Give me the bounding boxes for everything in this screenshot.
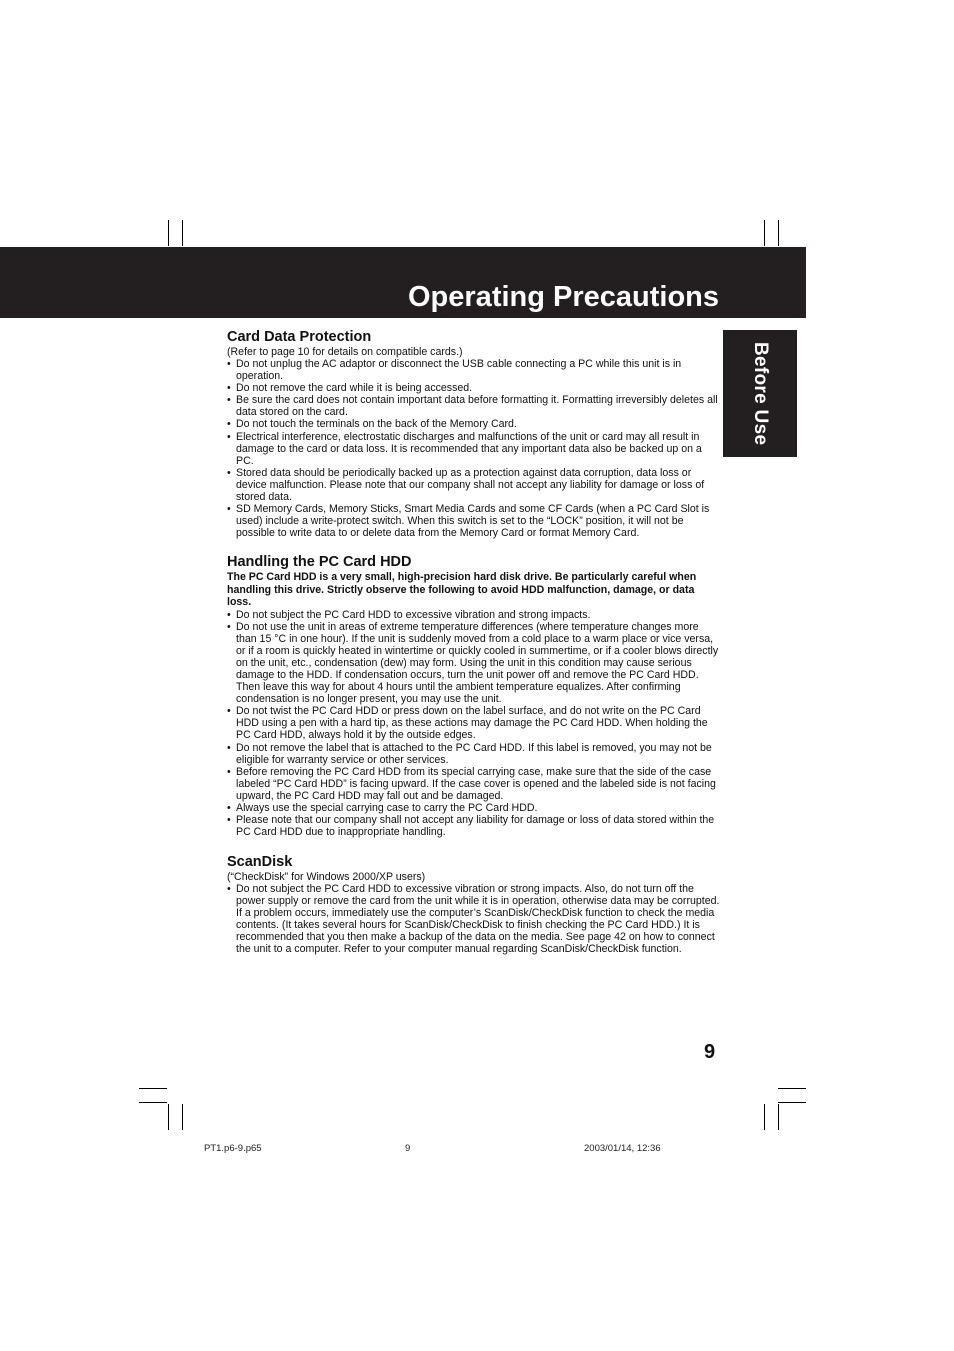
page-number: 9 xyxy=(704,1041,716,1063)
crop-mark xyxy=(139,1102,167,1103)
crop-mark xyxy=(182,220,183,246)
list-item: • Do not use the unit in areas of extreme temperature differences (where temperature changes more than 15 °C in one hour). If the unit is suddenly moved from a cold place to a warm place or vice versa, or if a room is quickly heated in wintertime or quickly cooled in summertime, or if a cooler blows directly on the unit, etc., condensation (dew) may form. Using the unit in this condition may cause serious damage to the HDD. If condensation occurs, turn the unit power off and remove the PC Card HDD. Then leave this way for about 4 hours until the ambient temperature equalizes. After confirming condensation is no longer present, you may use the unit. xyxy=(227,621,721,706)
list-item: • Do not touch the terminals on the back of the Memory Card. xyxy=(227,418,721,430)
list-item: • Do not unplug the AC adaptor or disconnect the USB cable connecting a PC while this unit is in operation. xyxy=(227,358,721,382)
section-note: (Refer to page 10 for details on compatible cards.) xyxy=(227,346,463,358)
list-item: • Always use the special carrying case to carry the PC Card HDD. xyxy=(227,802,721,814)
section-handling-pc-card-hdd xyxy=(227,553,721,838)
list-item: • Be sure the card does not contain important data before formatting it. Formatting irreversibly deletes all data stored on the card. xyxy=(227,394,721,418)
crop-mark xyxy=(139,1088,167,1089)
crop-mark xyxy=(778,1104,779,1130)
list-item: • Do not twist the PC Card HDD or press down on the label surface, and do not write on the PC Card HDD using a pen with a hard tip, as these actions may damage the PC Card HDD. When holding the PC Card HDD, always hold it by the outside edges. xyxy=(227,705,721,741)
footer-page: 9 xyxy=(405,1143,411,1154)
crop-mark xyxy=(168,220,169,246)
section-lead: The PC Card HDD is a very small, high-precision hard disk drive. Be particularly careful when handling this drive. Strictly observe the following to avoid HDD malfunction, damage, or data loss. xyxy=(227,571,697,608)
bullet-list xyxy=(227,358,721,539)
crop-mark xyxy=(764,220,765,246)
section-side-tab xyxy=(723,330,797,457)
section-heading: Card Data Protection xyxy=(227,329,372,345)
list-item: • Please note that our company shall not accept any liability for damage or loss of data stored within the PC Card HDD due to inappropriate handling. xyxy=(227,814,721,838)
list-item: • Before removing the PC Card HDD from its special carrying case, make sure that the side of the case labeled “PC Card HDD” is facing upward. If the case cover is opened and the labeled side is not facing upward, the PC Card HDD may fall out and be damaged. xyxy=(227,766,721,802)
title-bar xyxy=(0,247,806,318)
crop-mark xyxy=(182,1104,183,1130)
footer-timestamp: 2003/01/14, 12:36 xyxy=(584,1143,661,1154)
crop-mark xyxy=(778,220,779,246)
page-title: Operating Precautions xyxy=(408,281,720,313)
section-heading: Handling the PC Card HDD xyxy=(227,554,412,570)
list-item: • Electrical interference, electrostatic discharges and malfunctions of the unit or card may all result in damage to the card or data loss. It is recommended that any important data also be backed up on a PC. xyxy=(227,431,721,467)
footer-file: PT1.p6-9.p65 xyxy=(204,1143,262,1154)
bullet-list xyxy=(227,883,721,956)
crop-mark xyxy=(778,1102,806,1103)
crop-mark xyxy=(168,1104,169,1130)
side-tab-label: Before Use xyxy=(750,342,771,446)
list-item: • Do not remove the card while it is being accessed. xyxy=(227,382,721,394)
list-item: • Stored data should be periodically backed up as a protection against data corruption, data loss or device malfunction. Please note that our company shall not accept any liability for damage or loss of stored data. xyxy=(227,467,721,503)
list-item: • SD Memory Cards, Memory Sticks, Smart Media Cards and some CF Cards (when a PC Card Slot is used) include a write-protect switch. When this switch is set to the “LOCK” position, it will not be possible to write data to or delete data from the Memory Card or format Memory Card. xyxy=(227,503,721,539)
list-item: • Do not subject the PC Card HDD to excessive vibration or strong impacts. Also, do not turn off the power supply or remove the card from the unit while it is in operation, otherwise data may be corrupted. If a problem occurs, immediately use the computer’s ScanDisk/CheckDisk function to check the media contents. (It takes several hours for ScanDisk/CheckDisk to finish checking the PC Card HDD.) It is recommended that you then make a backup of the data on the media. See page 42 on how to connect the unit to a computer. Refer to your computer manual regarding ScanDisk/CheckDisk function. xyxy=(227,883,721,956)
crop-mark xyxy=(778,1088,806,1089)
list-item: • Do not remove the label that is attached to the PC Card HDD. If this label is removed, you may not be eligible for warranty service or other services. xyxy=(227,742,721,766)
crop-mark xyxy=(764,1104,765,1130)
section-scandisk xyxy=(227,853,721,956)
section-heading: ScanDisk xyxy=(227,854,293,870)
section-note: (“CheckDisk” for Windows 2000/XP users) xyxy=(227,871,426,883)
bullet-list xyxy=(227,609,721,839)
list-item: • Do not subject the PC Card HDD to excessive vibration and strong impacts. xyxy=(227,609,721,621)
section-card-data-protection xyxy=(227,328,721,539)
